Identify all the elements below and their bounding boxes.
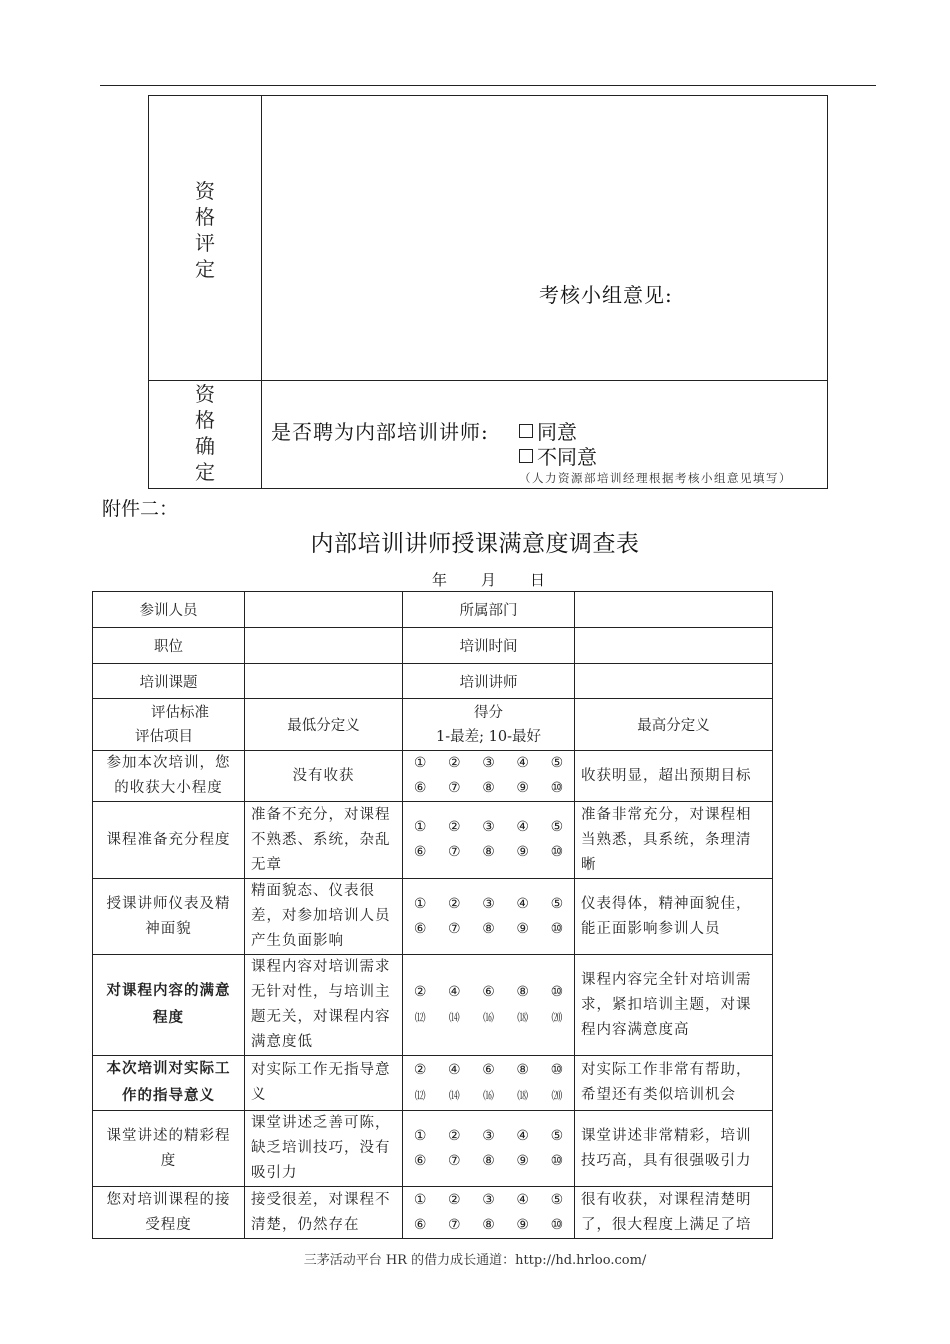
score-option[interactable]: ⑩	[550, 844, 564, 860]
score-option[interactable]: ⑧	[516, 984, 529, 1000]
fill-note: （人力资源部培训经理根据考核小组意见填写）	[519, 471, 792, 485]
min-score-definition: 对实际工作无指导意义	[245, 1056, 403, 1111]
score-option[interactable]: ⑩	[550, 984, 564, 1000]
score-options	[403, 1213, 574, 1238]
max-score-definition: 课程内容完全针对培训需求，紧扣培训主题，对课程内容满意度高	[575, 955, 773, 1056]
items-label: 评估项目	[135, 728, 193, 745]
evaluation-item: 您对培训课程的接受程度	[93, 1187, 245, 1239]
annex-label: 附件二：	[102, 498, 179, 520]
score-option[interactable]: ⒃	[482, 1089, 494, 1102]
score-option[interactable]: ⑦	[448, 1152, 461, 1169]
score-option[interactable]: ⑨	[516, 780, 529, 796]
score-option[interactable]: ①	[413, 819, 427, 835]
score-option[interactable]: ⒅	[517, 1089, 529, 1102]
score-option[interactable]: ④	[516, 1127, 529, 1144]
qualification-table	[148, 95, 828, 489]
score-option[interactable]: ⑥	[413, 1216, 427, 1233]
score-option[interactable]: ⑩	[550, 780, 564, 796]
min-score-definition: 精面貌态、仪表很差，对参加培训人员产生负面影响	[245, 879, 403, 955]
table-row	[93, 1056, 773, 1111]
score-option[interactable]: ②	[448, 755, 461, 771]
score-option[interactable]: ⑩	[550, 1152, 564, 1169]
score-option[interactable]: ⑥	[482, 1062, 495, 1078]
score-options	[403, 840, 574, 865]
score-option[interactable]: ④	[516, 895, 529, 912]
score-option[interactable]: ④	[448, 984, 461, 1000]
score-option[interactable]: ②	[448, 1127, 461, 1144]
score-option[interactable]: ②	[413, 984, 427, 1000]
score-options	[403, 815, 574, 840]
score-option[interactable]: ⑿	[414, 1011, 426, 1024]
score-option[interactable]: ⒁	[448, 1089, 460, 1102]
info-row	[93, 592, 773, 628]
score-option[interactable]: ⑥	[413, 1152, 427, 1169]
info-label: 职位	[93, 628, 245, 664]
score-options	[403, 751, 574, 776]
score-option[interactable]: ⑦	[448, 920, 461, 937]
date-day: 日	[530, 571, 546, 589]
score-option[interactable]: ⑧	[482, 1216, 495, 1233]
info-input[interactable]	[575, 592, 773, 628]
score-option[interactable]: ③	[482, 1191, 495, 1208]
score-option[interactable]: ②	[448, 819, 461, 835]
score-label: 得分	[474, 704, 503, 721]
score-option[interactable]: ⑥	[413, 780, 427, 796]
score-option[interactable]: ③	[482, 895, 495, 912]
date-line	[432, 569, 545, 590]
score-option[interactable]: ①	[413, 1127, 427, 1144]
score-range: 1-最差; 10-最好	[436, 728, 541, 745]
info-label: 培训课题	[93, 664, 245, 699]
score-option[interactable]: ⑤	[550, 1127, 564, 1144]
score-option[interactable]: ⑤	[550, 755, 564, 771]
score-option[interactable]: ⑨	[516, 920, 529, 937]
disagree-label: 不同意	[537, 445, 597, 469]
evaluation-item: 课程准备充分程度	[93, 802, 245, 879]
score-cell	[403, 879, 575, 955]
qualification-confirmation-label: 资 格 确 定	[195, 382, 215, 484]
score-option[interactable]: ⑥	[482, 984, 495, 1000]
score-options	[403, 980, 574, 1005]
qualification-evaluation-label: 资 格 评 定	[195, 179, 215, 281]
satisfaction-survey-table	[92, 591, 773, 1239]
table-row	[93, 1111, 773, 1187]
score-option[interactable]: ②	[413, 1062, 427, 1078]
score-option[interactable]: ⑦	[448, 1216, 461, 1233]
info-input[interactable]	[245, 664, 403, 699]
score-option[interactable]: ⑤	[550, 819, 564, 835]
score-option[interactable]: ⒇	[551, 1089, 563, 1102]
disagree-option[interactable]	[519, 441, 597, 470]
score-options	[403, 892, 574, 917]
evaluation-item: 对课程内容的满意程度	[93, 955, 245, 1056]
info-input[interactable]	[575, 628, 773, 664]
score-option[interactable]: ⑧	[516, 1062, 529, 1078]
score-option[interactable]: ⑩	[550, 1216, 564, 1233]
evaluation-item: 参加本次培训，您的收获大小程度	[93, 751, 245, 802]
score-option[interactable]: ②	[448, 895, 461, 912]
score-option[interactable]: ⑧	[482, 920, 495, 937]
min-score-definition: 课堂讲述乏善可陈，缺乏培训技巧，没有吸引力	[245, 1111, 403, 1187]
score-cell	[403, 955, 575, 1056]
info-label: 所属部门	[403, 592, 575, 628]
score-option[interactable]: ⑨	[516, 844, 529, 860]
min-score-definition: 准备不充分，对课程不熟悉、系统，杂乱无章	[245, 802, 403, 879]
info-input[interactable]	[245, 592, 403, 628]
panel-opinion-label: 考核小组意见:	[539, 283, 673, 307]
table-row	[93, 879, 773, 955]
score-option[interactable]: ⑤	[550, 1191, 564, 1208]
score-option[interactable]: ⒇	[551, 1011, 563, 1024]
table-row	[93, 751, 773, 802]
max-score-definition: 很有收获，对课程清楚明了，很大程度上满足了培	[575, 1187, 773, 1239]
score-options	[403, 1149, 574, 1174]
max-score-definition: 准备非常充分，对课程相当熟悉，具系统，条理清晰	[575, 802, 773, 879]
score-cell	[403, 802, 575, 879]
score-options	[403, 1005, 574, 1030]
score-option[interactable]: ⑩	[550, 1062, 564, 1078]
evaluation-item: 课堂讲述的精彩程度	[93, 1111, 245, 1187]
table-row	[93, 1187, 773, 1239]
score-option[interactable]: ⑿	[414, 1089, 426, 1102]
score-options	[403, 1058, 574, 1083]
score-option[interactable]: ④	[516, 819, 529, 835]
score-option[interactable]: ⒅	[517, 1011, 529, 1024]
hire-question: 是否聘为内部培训讲师:	[271, 420, 489, 444]
score-option[interactable]: ⑨	[516, 1216, 529, 1233]
score-options	[403, 1124, 574, 1149]
checkbox-icon[interactable]	[519, 424, 533, 438]
score-option[interactable]: ②	[448, 1191, 461, 1208]
score-cell	[403, 751, 575, 802]
score-options	[403, 1188, 574, 1213]
score-option[interactable]: ③	[482, 1127, 495, 1144]
score-header	[403, 699, 575, 751]
info-input[interactable]	[245, 628, 403, 664]
info-row	[93, 628, 773, 664]
score-options	[403, 776, 574, 801]
score-option[interactable]: ⑨	[516, 1152, 529, 1169]
score-option[interactable]: ⑧	[482, 844, 495, 860]
score-option[interactable]: ①	[413, 755, 427, 771]
score-option[interactable]: ⑥	[413, 844, 427, 860]
agree-label: 同意	[537, 420, 577, 444]
max-score-definition: 仪表得体，精神面貌佳，能正面影响参训人员	[575, 879, 773, 955]
min-def-header: 最低分定义	[245, 699, 403, 751]
table-row	[93, 955, 773, 1056]
criteria-label: 评估标准	[151, 704, 209, 721]
max-score-definition: 对实际工作非常有帮助，希望还有类似培训机会	[575, 1056, 773, 1111]
score-option[interactable]: ⑥	[413, 920, 427, 937]
score-options	[403, 917, 574, 942]
score-cell	[403, 1056, 575, 1111]
date-month: 月	[481, 571, 497, 589]
footer-text: 三茅活动平台 HR 的借力成长通道：http://hd.hrloo.com/	[303, 1253, 647, 1268]
score-option[interactable]: ④	[516, 1191, 529, 1208]
info-label: 参训人员	[93, 592, 245, 628]
min-score-definition: 接受很差，对课程不清楚，仍然存在	[245, 1187, 403, 1239]
score-option[interactable]: ①	[413, 1191, 427, 1208]
info-label: 培训时间	[403, 628, 575, 664]
score-option[interactable]: ③	[482, 755, 495, 771]
score-option[interactable]: ⒁	[448, 1011, 460, 1024]
info-row	[93, 664, 773, 699]
max-score-definition: 收获明显，超出预期目标	[575, 751, 773, 802]
criteria-header	[93, 699, 245, 751]
evaluation-item: 本次培训对实际工作的指导意义	[93, 1056, 245, 1111]
score-cell	[403, 1187, 575, 1239]
info-input[interactable]	[575, 664, 773, 699]
score-option[interactable]: ③	[482, 819, 495, 835]
header-row	[93, 699, 773, 751]
max-score-definition: 课堂讲述非常精彩，培训技巧高，具有很强吸引力	[575, 1111, 773, 1187]
score-option[interactable]: ④	[516, 755, 529, 771]
score-option[interactable]: ⑦	[448, 780, 461, 796]
checkbox-icon[interactable]	[519, 449, 533, 463]
score-option[interactable]: ⑧	[482, 1152, 495, 1169]
header-rule	[100, 85, 876, 86]
evaluation-item: 授课讲师仪表及精神面貌	[93, 879, 245, 955]
score-option[interactable]: ⑦	[448, 844, 461, 860]
form-title: 内部培训讲师授课满意度调查表	[310, 531, 640, 557]
score-cell	[403, 1111, 575, 1187]
max-def-header: 最高分定义	[575, 699, 773, 751]
score-option[interactable]: ①	[413, 895, 427, 912]
min-score-definition: 课程内容对培训需求无针对性，与培训主题无关，对课程内容满意度低	[245, 955, 403, 1056]
score-option[interactable]: ⑧	[482, 780, 495, 796]
date-year: 年	[432, 571, 448, 589]
score-option[interactable]: ⑤	[550, 895, 564, 912]
score-option[interactable]: ⑩	[550, 920, 564, 937]
info-label: 培训讲师	[403, 664, 575, 699]
table-row	[93, 802, 773, 879]
score-options	[403, 1083, 574, 1108]
score-option[interactable]: ④	[448, 1062, 461, 1078]
min-score-definition: 没有收获	[245, 751, 403, 802]
table-divider	[261, 96, 262, 488]
score-option[interactable]: ⒃	[482, 1011, 494, 1024]
